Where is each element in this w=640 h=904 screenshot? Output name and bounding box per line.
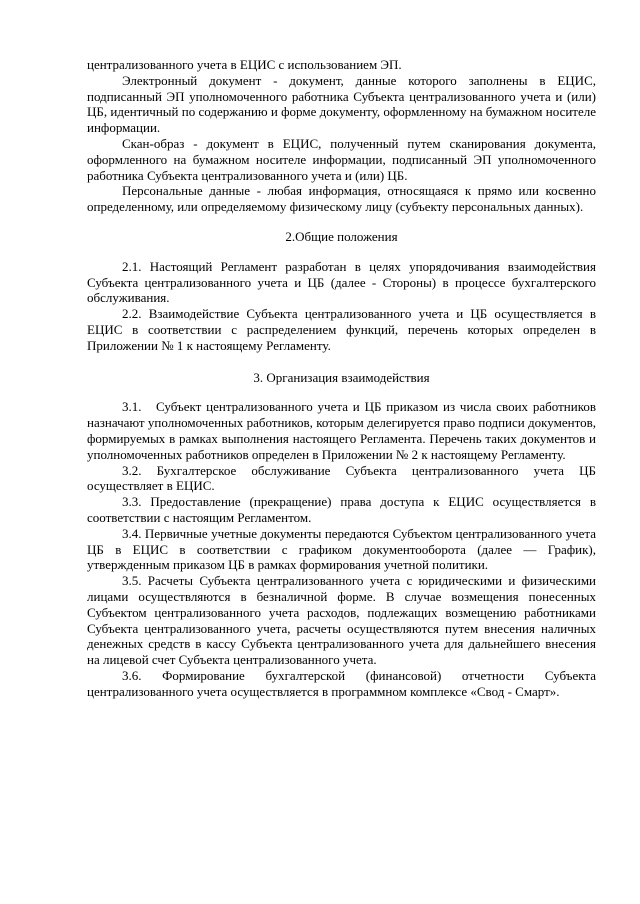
personal-data-definition: Персональные данные - любая информация, относящаяся к прямо или косвенно определенному, или определяемому физическому лицу (субъекту персональных данных). [87,183,596,215]
section-3-title: 3. Организация взаимодействия [253,369,430,385]
clause-2-1: 2.1. Настоящий Регламент разработан в целях упорядочивания взаимодействия Субъекта централизованного учета и ЦБ (далее - Стороны) в процессе бухгалтерского обслуживания. [87,258,596,306]
section-2-title: 2.Общие положения [285,228,398,244]
clause-3-1: 3.1. Субъект централизованного учета и ЦБ приказом из числа своих работников назначают уполномоченных работников, которым делегируется право подписи документов, формируемых в рамках выполнения настоящего Регламента. Перечень таких документов и уполномоченных работников определен в Приложении № 2 к настоящему Регламенту. [87,399,600,462]
clause-3-2: 3.2. Бухгалтерское обслуживание Субъекта централизованного учета ЦБ осуществляет в ЕЦИС. [87,462,596,494]
intro-continuation-paragraph: централизованного учета в ЕЦИС с использованием ЭП. [87,57,402,72]
clause-3-6: 3.6. Формирование бухгалтерской (финансовой) отчетности Субъекта централизованного учета осуществляется в программном комплексе «Свод - Смарт». [87,667,596,699]
clause-2-2: 2.2. Взаимодействие Субъекта централизованного учета и ЦБ осуществляется в ЕЦИС в соответствии с распределением функций, перечень которых определен в Приложении № 1 к настоящему Регламенту. [87,306,596,353]
scan-image-definition: Скан-образ - документ в ЕЦИС, полученный путем сканирования документа, оформленного на бумажном носителе информации, подписанный ЭП уполномоченного работника Субъекта централизованного учета и (или) ЦБ. [87,135,596,183]
electronic-document-definition: Электронный документ - документ, данные которого заполнены в ЕЦИС, подписанный ЭП уполномоченного работника Субъекта централизованного учета и (или) ЦБ, идентичный по содержанию и форме документу, оформленному на бумажном носителе информации. [87,72,596,136]
document-page [87,57,600,699]
clause-3-5: 3.5. Расчеты Субъекта централизованного учета с юридическими и физическими лицами осуществляются в безналичной форме. В случае возмещения понесенных Субъектом централизованного учета расходов, подлежащих возмещению работниками Субъекта централизованного учета, расчеты осуществляются путем внесения наличных денежных средств в кассу Субъекта централизованного учета для дальнейшего внесения на лицевой счет Субъекта централизованного учета. [87,573,596,668]
clause-3-3: 3.3. Предоставление (прекращение) права доступа к ЕЦИС осуществляется в соответствии с настоящим Регламентом. [87,494,596,525]
clause-3-4: 3.4. Первичные учетные документы передаются Субъектом централизованного учета ЦБ в ЕЦИС в соответствии с графиком документооборота (далее — График), утвержденным приказом ЦБ в рамках формирования учетной политики. [87,525,596,573]
